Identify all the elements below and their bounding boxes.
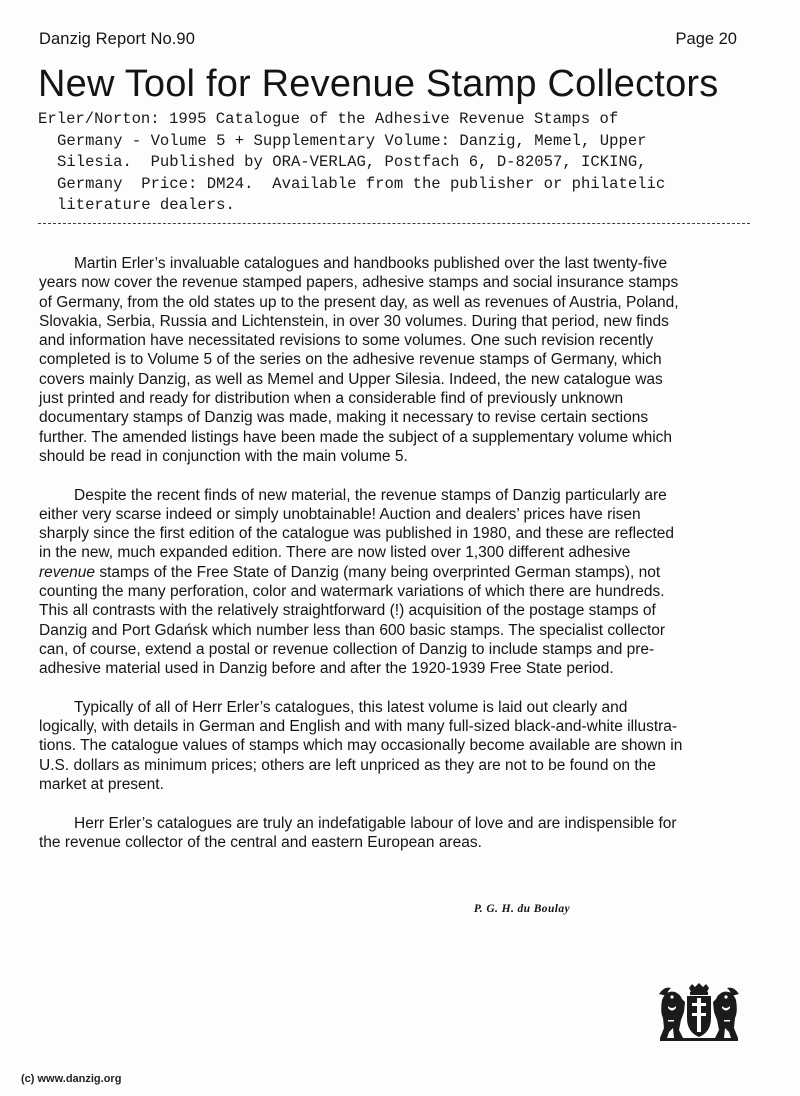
paragraph-1 xyxy=(39,254,739,466)
text-line: This all contrasts with the relatively straightforward (!) acquisition of the postage stamps of xyxy=(39,602,656,620)
author-signature: P. G. H. du Boulay xyxy=(473,903,570,915)
text-line: market at present. xyxy=(39,776,164,794)
text-line: can, of course, extend a postal or revenue collection of Danzig to include stamps and pre- xyxy=(39,640,655,658)
text-line: further. The amended listings have been made the subject of a supplementary volume which xyxy=(39,428,673,446)
citation-line: literature dealers. xyxy=(57,196,235,214)
text-line: in the new, much expanded edition. There are now listed over 1,300 different adhesive xyxy=(39,544,631,562)
text-fragment: stamps of the Free State of Danzig (many being overprinted German stamps), not xyxy=(95,563,661,581)
text-line: covers mainly Danzig, as well as Memel and Upper Silesia. Indeed, the new catalogue was xyxy=(39,370,663,388)
paragraph-2 xyxy=(39,486,739,679)
text-line xyxy=(39,563,739,582)
danzig-coat-of-arms-icon xyxy=(658,982,740,1042)
text-line: documentary stamps of Danzig was made, making it necessary to revise certain sections xyxy=(39,409,649,427)
italic-word: revenue xyxy=(39,563,96,581)
dashed-divider xyxy=(38,223,750,224)
copyright-footer: (c) www.danzig.org xyxy=(21,1073,122,1085)
text-line: Typically of all of Herr Erler’s catalogues, this latest volume is laid out clearly and xyxy=(74,698,628,716)
book-citation xyxy=(38,109,768,217)
text-line: just printed and ready for distribution when a considerable find of previously unknown xyxy=(39,390,624,408)
citation-line: Erler/Norton: 1995 Catalogue of the Adhesive Revenue Stamps of xyxy=(38,110,619,128)
text-line: should be read in conjunction with the main volume 5. xyxy=(39,447,408,465)
text-line: Martin Erler’s invaluable catalogues and handbooks published over the last twenty-five xyxy=(74,255,668,272)
text-line: either very scarse indeed or simply unobtainable! Auction and dealers’ prices have risen xyxy=(39,505,641,523)
citation-line: Germany - Volume 5 + Supplementary Volume: Danzig, Memel, Upper xyxy=(57,131,647,150)
article-body xyxy=(39,254,739,872)
text-line: and information have necessitated revisions to some volumes. One such revision recently xyxy=(39,332,654,350)
text-line: logically, with details in German and English and with many full-sized black-and-white illustra- xyxy=(39,718,678,736)
text-line: sharply since the first edition of the catalogue was published in 1980, and these are reflected xyxy=(39,525,675,543)
text-line: tions. The catalogue values of stamps which may occasionally become available are shown in xyxy=(39,737,683,755)
paragraph-3 xyxy=(39,698,739,794)
citation-line: Silesia. Published by ORA-VERLAG, Postfach 6, D-82057, ICKING, xyxy=(57,153,647,171)
text-line: adhesive material used in Danzig before and after the 1920-1939 Free State period. xyxy=(39,660,614,678)
text-line: completed is to Volume 5 of the series on the adhesive revenue stamps of Germany, which xyxy=(39,351,662,369)
text-line: counting the many perforation, color and watermark variations of which there are hundreds. xyxy=(39,583,665,601)
page-number: Page 20 xyxy=(675,30,737,48)
citation-line: Germany Price: DM24. Available from the publisher or philatelic xyxy=(57,174,666,193)
text-line: U.S. dollars as minimum prices; others are left unpriced as they are not to be found on the xyxy=(39,756,656,774)
text-line: years now cover the revenue stamped papers, adhesive stamps and social insurance stamps xyxy=(39,274,679,292)
text-line: of Germany, from the old states up to the present day, as well as revenues of Austria, Poland, xyxy=(39,293,679,311)
text-line: Herr Erler’s catalogues are truly an indefatigable labour of love and are indispensible for xyxy=(74,814,677,832)
page-title: New Tool for Revenue Stamp Collectors xyxy=(38,63,719,105)
report-number: Danzig Report No.90 xyxy=(39,30,195,48)
paragraph-4 xyxy=(39,814,739,853)
text-line: Slovakia, Serbia, Russia and Lichtenstein, in over 30 volumes. During that period, new finds xyxy=(39,312,669,330)
text-line: the revenue collector of the central and eastern European areas. xyxy=(39,833,482,851)
text-line: Danzig and Port Gdańsk which number less than 600 basic stamps. The specialist collector xyxy=(39,621,666,639)
text-line: Despite the recent finds of new material, the revenue stamps of Danzig particularly are xyxy=(74,486,667,504)
